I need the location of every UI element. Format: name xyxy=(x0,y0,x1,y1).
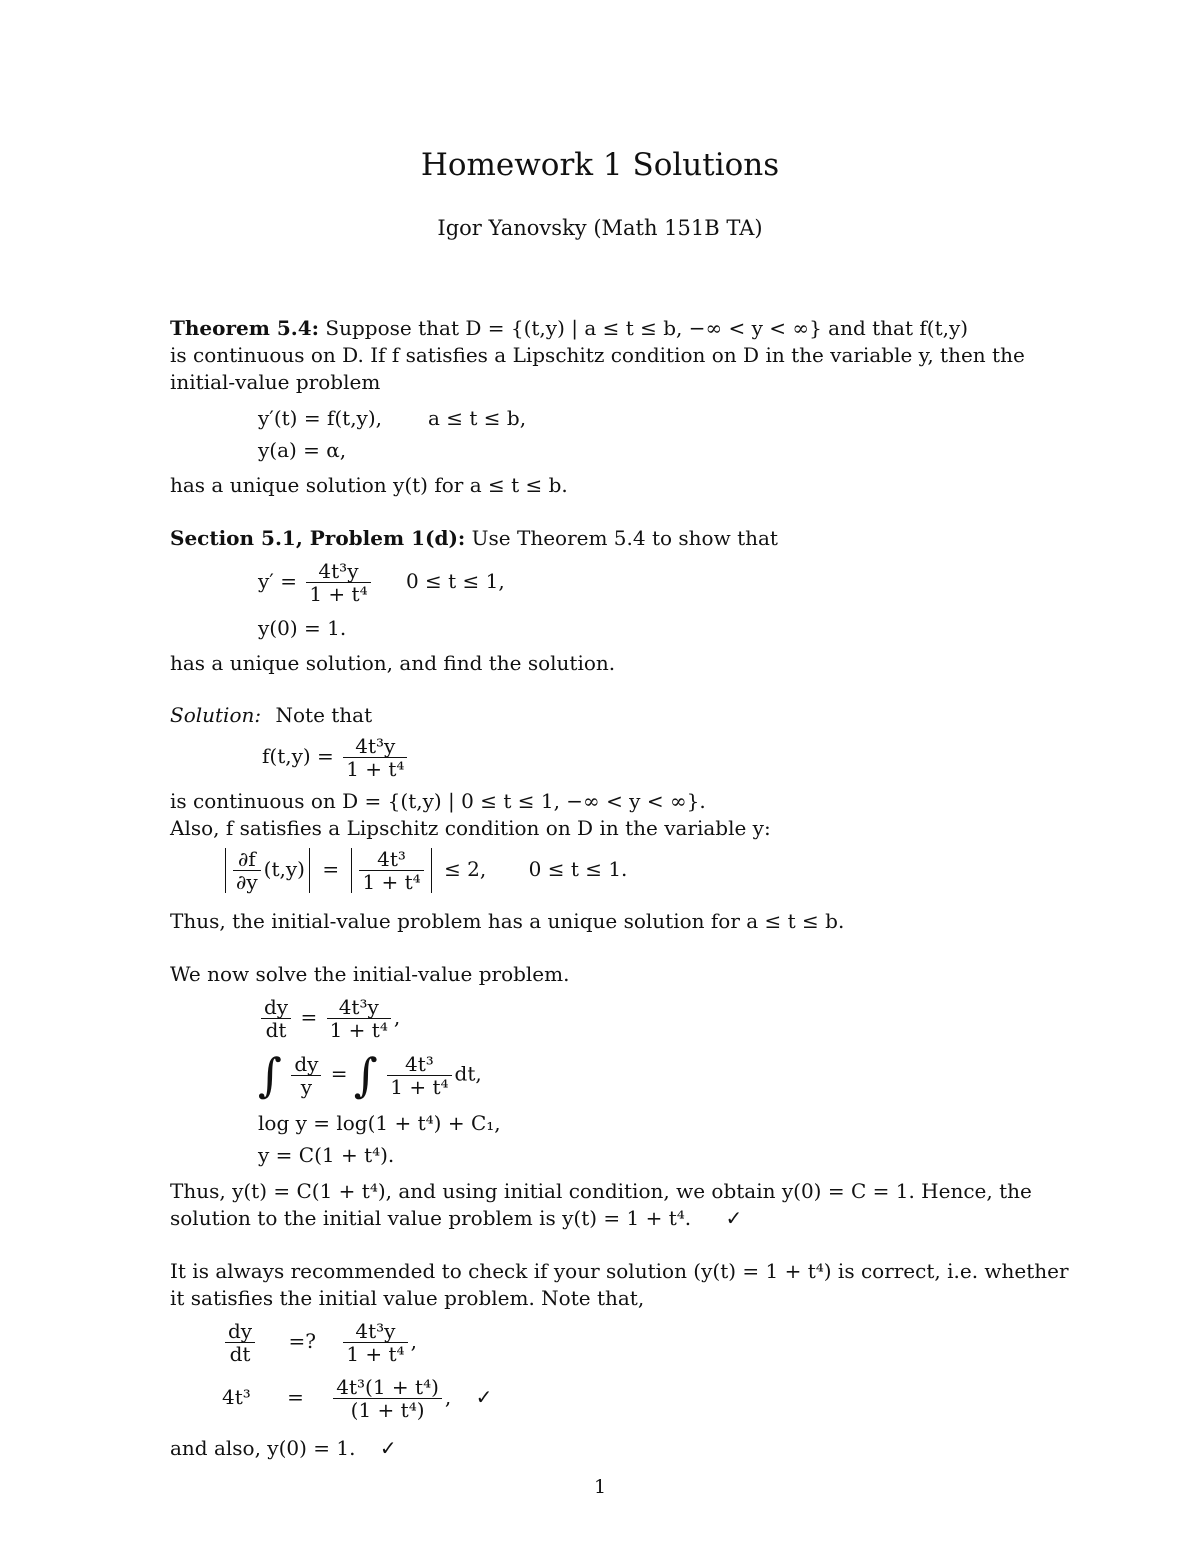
problem-eq-numerator: 4t³y xyxy=(306,560,370,583)
theorem-line-4: has a unique solution y(t) for a ≤ t ≤ b. xyxy=(170,473,568,497)
checkmark-icon: ✓ xyxy=(475,1385,493,1409)
step-1-rhs-numerator: 4t³y xyxy=(327,996,391,1019)
partial-derivative-denominator: ∂y xyxy=(236,870,258,894)
check-1-lhs-fraction xyxy=(225,1320,255,1365)
solution-step-1: $\frac{dy}{dt}$ = $\frac{\text{4t³y}}{\text{1 + t⁴}}$ , xyxy=(258,996,400,1041)
step-2-tail: dt, xyxy=(454,1061,482,1086)
checkmark-icon: ✓ xyxy=(725,1206,743,1230)
problem-eq-lhs: y′ = xyxy=(258,569,297,593)
solution-f-numerator: 4t³y xyxy=(343,735,407,758)
check-1-rhs-numerator: 4t³y xyxy=(343,1320,407,1343)
problem-text: Use Theorem 5.4 to show that xyxy=(471,526,778,550)
solution-check-line-1: It is always recommended to check if your solution (y(t) = 1 + t⁴) is correct, i.e. whether xyxy=(170,1259,1069,1283)
problem-heading xyxy=(170,528,778,548)
step-1-rhs-fraction xyxy=(327,996,391,1041)
step-1-equals: = xyxy=(300,1005,318,1029)
step-2-equals: = xyxy=(330,1061,348,1086)
theorem-line-1 xyxy=(170,318,968,338)
solution-label: Solution: xyxy=(170,703,262,727)
problem-eq-denominator: 1 + t⁴ xyxy=(309,582,368,606)
lipschitz-rhs-denominator: 1 + t⁴ xyxy=(362,870,421,894)
lipschitz-equals: = xyxy=(322,857,340,881)
step-2-lhs-fraction xyxy=(291,1053,321,1098)
check-2-equals: = xyxy=(287,1385,304,1409)
solution-lipschitz-line: Also, f satisfies a Lipschitz condition on D in the variable y: xyxy=(170,816,771,840)
problem-label: Section 5.1, Problem 1(d): xyxy=(170,526,466,550)
check-1-rhs-denominator: 1 + t⁴ xyxy=(346,1342,405,1366)
step-1-lhs-numerator: dy xyxy=(261,996,291,1019)
theorem-line-3: initial-value problem xyxy=(170,370,381,394)
theorem-text-1: Suppose that D = {(t,y) | a ≤ t ≤ b, −∞ < y < ∞} and that f(t,y) xyxy=(325,316,969,340)
integral-sign-right: ∫ xyxy=(353,1048,378,1102)
partial-derivative-numerator: ∂f xyxy=(233,848,261,871)
check-1-lhs-denominator: dt xyxy=(229,1342,251,1366)
solution-thus-line: Thus, the initial-value problem has a unique solution for a ≤ t ≤ b. xyxy=(170,909,845,933)
check-2-lhs: 4t³ xyxy=(222,1385,251,1409)
step-2-rhs-numerator: 4t³ xyxy=(387,1053,451,1076)
lipschitz-rhs-abs xyxy=(351,848,431,893)
problem-line-2: has a unique solution, and find the solution. xyxy=(170,651,616,675)
solution-step-2 xyxy=(258,1048,482,1102)
check-equation-2: 4t³ = $\frac{\text{4t³(1 + t⁴)}}{\text{(1 + t⁴)}}$ , ✓ xyxy=(222,1375,493,1422)
check-1-rhs-fraction xyxy=(343,1320,407,1365)
solution-result-line-1: Thus, y(t) = C(1 + t⁴), and using initial condition, we obtain y(0) = C = 1. Hence, the xyxy=(170,1179,1032,1203)
page-number: 1 xyxy=(593,1476,607,1498)
step-1-lhs-denominator: dt xyxy=(265,1018,287,1042)
lipschitz-rhs-fraction xyxy=(359,848,423,893)
problem-equation-1 xyxy=(258,560,505,605)
partial-derivative-fraction xyxy=(233,848,261,893)
problem-eq-range: 0 ≤ t ≤ 1, xyxy=(405,569,505,593)
theorem-line-2: is continuous on D. If f satisfies a Lipschitz condition on D in the variable y, then the xyxy=(170,343,1025,367)
check-equation-1: $\frac{dy}{dt}$ =? $\frac{\text{4t³y}}{\text{1 + t⁴}}$ , xyxy=(222,1320,417,1365)
step-1-rhs-denominator: 1 + t⁴ xyxy=(329,1018,388,1042)
lipschitz-rhs-numerator: 4t³ xyxy=(359,848,423,871)
step-1-lhs-fraction xyxy=(261,996,291,1041)
check-2-fraction xyxy=(333,1376,442,1421)
solution-also-text: and also, y(0) = 1. xyxy=(170,1436,356,1460)
solution-f-fraction xyxy=(343,735,407,780)
problem-equation-2: y(0) = 1. xyxy=(258,616,347,640)
theorem-equation-1: y′(t) = f(t,y), xyxy=(258,406,383,430)
step-2-lhs-denominator: y xyxy=(300,1074,313,1099)
solution-intro-text: Note that xyxy=(275,703,373,727)
check-2-numerator: 4t³(1 + t⁴) xyxy=(333,1376,442,1399)
check-1-lhs-numerator: dy xyxy=(225,1320,255,1343)
lipschitz-bound: ≤ 2, xyxy=(444,857,487,881)
solution-f-denominator: 1 + t⁴ xyxy=(346,757,405,781)
solution-lipschitz-equation xyxy=(225,848,627,893)
solution-intro xyxy=(170,705,372,725)
partial-derivative-argument: (t,y) xyxy=(263,857,305,881)
integral-sign-left: ∫ xyxy=(258,1048,282,1102)
step-2-rhs-denominator: 1 + t⁴ xyxy=(390,1074,449,1099)
solution-also-line xyxy=(170,1438,397,1458)
solution-f-definition xyxy=(262,735,410,780)
theorem-label: Theorem 5.4: xyxy=(170,316,320,340)
document-title: Homework 1 Solutions xyxy=(420,147,780,183)
theorem-equation-1-range: a ≤ t ≤ b, xyxy=(428,406,527,430)
checkmark-icon: ✓ xyxy=(379,1436,397,1460)
partial-derivative-abs xyxy=(225,848,310,893)
check-1-equals: =? xyxy=(288,1329,316,1353)
lipschitz-range: 0 ≤ t ≤ 1. xyxy=(528,857,628,881)
solution-step-3: log y = log(1 + t⁴) + C₁, xyxy=(258,1111,501,1135)
document-author: Igor Yanovsky (Math 151B TA) xyxy=(437,216,763,240)
solution-f-lhs: f(t,y) = xyxy=(262,744,334,768)
solution-check-line-2: it satisfies the initial value problem. Note that, xyxy=(170,1286,645,1310)
solution-continuity-line: is continuous on D = {(t,y) | 0 ≤ t ≤ 1, −∞ < y < ∞}. xyxy=(170,789,706,813)
step-2-lhs-numerator: dy xyxy=(291,1053,321,1076)
solution-step-4: y = C(1 + t⁴). xyxy=(258,1143,395,1167)
step-2-rhs-fraction xyxy=(387,1053,451,1098)
solution-result-text: solution to the initial value problem is y(t) = 1 + t⁴. xyxy=(170,1206,692,1230)
check-2-denominator: (1 + t⁴) xyxy=(350,1398,425,1422)
theorem-equation-2: y(a) = α, xyxy=(258,438,347,462)
problem-eq-fraction xyxy=(306,560,370,605)
solution-result-line-2 xyxy=(170,1208,742,1228)
solution-solve-line: We now solve the initial-value problem. xyxy=(170,962,570,986)
